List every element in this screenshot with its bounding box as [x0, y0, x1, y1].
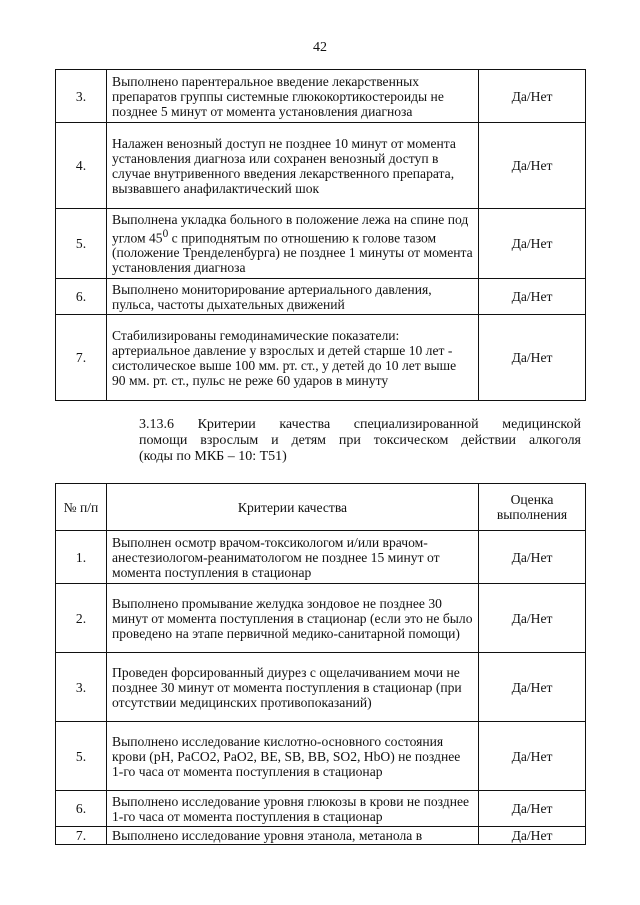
row-number: 4. — [56, 123, 107, 209]
row-number: 7. — [56, 315, 107, 401]
row-number: 6. — [56, 279, 107, 315]
table-row — [56, 315, 586, 401]
criterion-text — [107, 209, 479, 279]
assessment-cell: Да/Нет — [479, 123, 586, 209]
criteria-table — [55, 483, 586, 845]
table-header-row — [56, 484, 586, 531]
table-row — [56, 722, 586, 791]
table-row — [56, 123, 586, 209]
criterion-text: Налажен венозный доступ не позднее 10 минут от момента установления диагноза или сохранен венозный доступ в случае внутривенного введения лекарственного препарата, вызвавшего анафилактический шок — [107, 123, 479, 209]
row-number: 6. — [56, 791, 107, 827]
criterion-text: Проведен форсированный диурез с ощелачиванием мочи не позднее 30 минут от момента поступления в стационар (при отсутствии медицинских противопоказаний) — [107, 653, 479, 722]
table-row — [56, 584, 586, 653]
table-row — [56, 653, 586, 722]
assessment-cell: Да/Нет — [479, 791, 586, 827]
assessment-cell: Да/Нет — [479, 209, 586, 279]
section-heading-line: помощи взрослым и детям при токсическом действии алкоголя — [139, 433, 581, 448]
assessment-cell: Да/Нет — [479, 827, 586, 845]
assessment-cell: Да/Нет — [479, 279, 586, 315]
criterion-text: Выполнено парентеральное введение лекарственных препаратов группы системные глюкокортикостероиды не позднее 5 минут от момента установления диагноза — [107, 70, 479, 123]
section-heading-line: (коды по МКБ – 10: T51) — [139, 449, 287, 464]
row-number: 3. — [56, 70, 107, 123]
criterion-text-end: с приподнятым по отношению к голове тазом (положение Тренделенбурга) не позднее 1 минуты от момента установления диагноза — [112, 230, 473, 276]
column-header-number: № п/п — [56, 484, 107, 531]
criterion-text: Выполнено промывание желудка зондовое не позднее 30 минут от момента поступления в стационар (если это не было проведено на этапе первичной медико-санитарной помощи) — [107, 584, 479, 653]
row-number: 5. — [56, 209, 107, 279]
section-heading — [139, 417, 581, 465]
table-row — [56, 531, 586, 584]
section-heading-line: 3.13.6 Критерии качества специализированной медицинской — [139, 417, 581, 432]
assessment-cell: Да/Нет — [479, 653, 586, 722]
column-header-criteria: Критерии качества — [107, 484, 479, 531]
page-number: 42 — [313, 40, 327, 55]
assessment-cell: Да/Нет — [479, 584, 586, 653]
criterion-text: Стабилизированы гемодинамические показатели: артериальное давление у взрослых и детей старше 10 лет - систолическое выше 100 мм. рт. ст., у детей до 10 лет выше 90 мм. рт. ст., пульс не реже 60 ударов в минуту — [107, 315, 479, 401]
row-number: 7. — [56, 827, 107, 845]
assessment-cell: Да/Нет — [479, 722, 586, 791]
table-row — [56, 827, 586, 845]
criterion-text-start: Выполнена укладка больного в положение лежа на спине под углом 45 — [112, 211, 469, 246]
table-row — [56, 791, 586, 827]
criteria-table-continued — [55, 69, 586, 401]
criterion-text: Выполнено исследование уровня этанола, метанола в — [107, 827, 479, 845]
assessment-cell: Да/Нет — [479, 315, 586, 401]
row-number: 1. — [56, 531, 107, 584]
table-row — [56, 209, 586, 279]
column-header-assessment: Оценка выполнения — [479, 484, 586, 531]
degree-superscript: 0 — [162, 227, 169, 240]
table-row — [56, 279, 586, 315]
assessment-cell: Да/Нет — [479, 531, 586, 584]
row-number: 3. — [56, 653, 107, 722]
criterion-text: Выполнен осмотр врачом-токсикологом и/или врачом-анестезиологом-реаниматологом не позднее 15 минут от момента поступления в стационар — [107, 531, 479, 584]
table-row — [56, 70, 586, 123]
row-number: 5. — [56, 722, 107, 791]
row-number: 2. — [56, 584, 107, 653]
criterion-text: Выполнено исследование кислотно-основного состояния крови (pH, PaCO2, PaO2, BE, SB, BB, SO2, HbO) не позднее 1-го часа от момента поступления в стационар — [107, 722, 479, 791]
assessment-cell: Да/Нет — [479, 70, 586, 123]
criterion-text: Выполнено мониторирование артериального давления, пульса, частоты дыхательных движений — [107, 279, 479, 315]
criterion-text: Выполнено исследование уровня глюкозы в крови не позднее 1-го часа от момента поступления в стационар — [107, 791, 479, 827]
